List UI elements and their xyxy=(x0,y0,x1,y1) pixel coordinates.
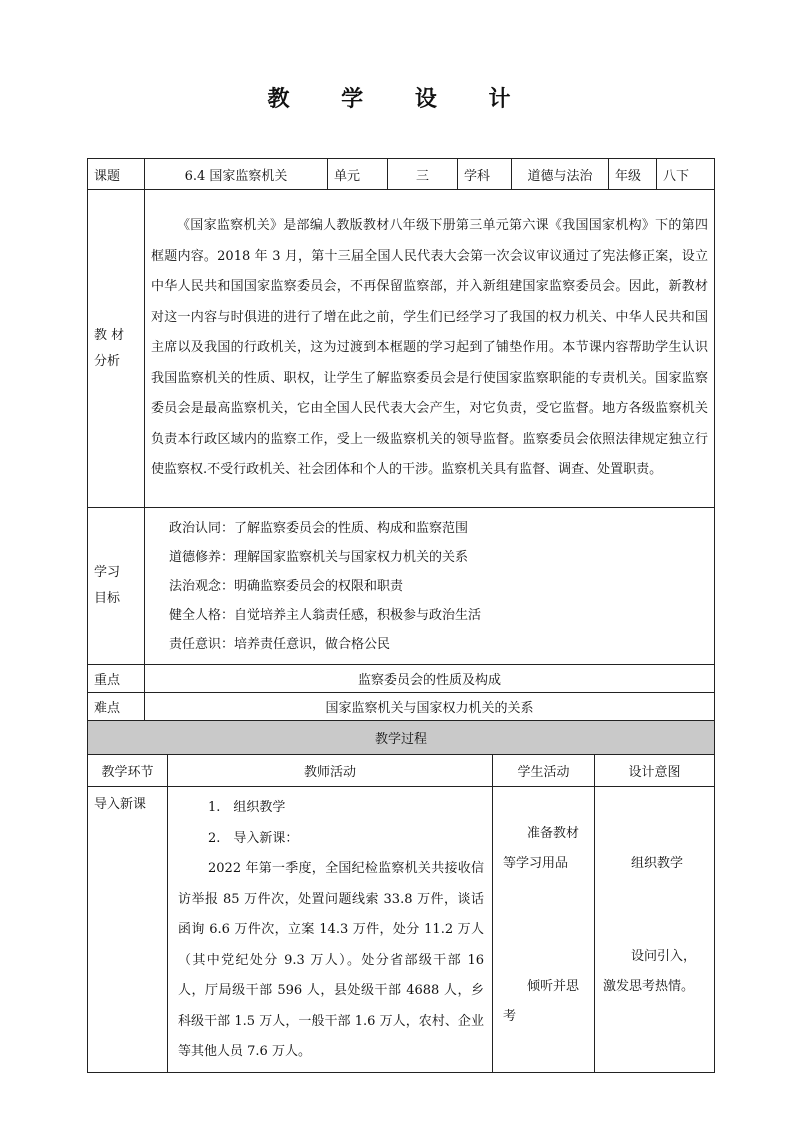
goals-label: 学习 目标 xyxy=(88,508,145,665)
teacher-item-2: 2. 导入新课： xyxy=(208,830,299,846)
analysis-text: 《国家监察机关》是部编人教版教材八年级下册第三单元第六课《我国国家机构》下的第四框题内容。2018 年 3 月，第十三届全国人民代表大会第一次会议审议通过了宪法修正案，设立中华人民共和国国家监察委员会，不再保留监察部，并入新组建国家监察委员会。因此，新教材对这一内容与时俱进的进行了增在此之前，学生们已经学习了我国的权力机关、中华人民共和国主席以及我国的行政机关，这为过渡到本框题的学习起到了铺垫作用。本节课内容帮助学生认识我国监察机关的性质、职权，让学生了解监察委员会是行使国家监察职能的专责机关。国家监察委员会是最高监察机关，它由全国人民代表大会产生，对它负责，受它监督。地方各级监察机关负责本行政区域内的监察工作，受上一级监察机关的领导监督。监察委员会依照法律规定独立行使监察权.不受行政机关、社会团体和个人的干涉。监察机关具有监督、调查、处置职责。 xyxy=(145,190,715,508)
goals-list xyxy=(145,508,715,665)
key-point-row xyxy=(88,665,715,693)
goal-item: 健全人格：自觉培养主人翁责任感，积极参与政治生活 xyxy=(169,607,482,623)
teacher-text: 2022 年第一季度，全国纪检监察机关共接收信访举报 85 万件次，处置问题线索 33.8 万件，谈话函询 6.6 万件次，立案 14.3 万件，处分 11.2 万人（其中党纪处分 9.3 万人）。处分省部级干部 16 人，厅局级干部 596 人，县处级干部 4688 人，乡科级干部 1.5 万人，一般干部 1.6 万人，农村、企业等其他人员 7.6 万人。 xyxy=(178,861,484,1059)
process-banner: 教学过程 xyxy=(88,721,715,755)
student-activity xyxy=(493,787,595,1073)
header-design: 设计意图 xyxy=(595,755,715,787)
process-banner-row xyxy=(88,721,715,755)
unit-value: 三 xyxy=(388,159,458,190)
header-teacher: 教师活动 xyxy=(168,755,493,787)
intro-row xyxy=(88,787,715,1073)
header-stage: 教学环节 xyxy=(88,755,168,787)
teacher-item-1: 1. 组织教学 xyxy=(208,800,286,815)
goal-item: 责任意识：培养责任意识，做合格公民 xyxy=(169,636,391,652)
difficulty-value: 国家监察机关与国家权力机关的关系 xyxy=(145,693,715,721)
analysis-row xyxy=(88,190,715,508)
grade-label: 年级 xyxy=(609,159,657,190)
header-student: 学生活动 xyxy=(493,755,595,787)
subject-label: 学科 xyxy=(458,159,512,190)
teacher-activity xyxy=(168,787,493,1073)
difficulty-row xyxy=(88,693,715,721)
unit-label: 单元 xyxy=(328,159,388,190)
grade-value: 八下 xyxy=(657,159,715,190)
header-row xyxy=(88,159,715,190)
goal-item: 道德修养：理解国家监察机关与国家权力机关的关系 xyxy=(169,549,469,565)
key-point-label: 重点 xyxy=(88,665,145,693)
design-intent-b: 设问引入，激发思考热情。 xyxy=(603,949,697,994)
analysis-label: 教 材 分析 xyxy=(88,190,145,508)
goals-row xyxy=(88,508,715,665)
stage-cell: 导入新课 xyxy=(88,787,168,1073)
teaching-process-table xyxy=(87,720,715,1073)
goal-item: 政治认同：了解监察委员会的性质、构成和监察范围 xyxy=(169,520,469,536)
process-header-row xyxy=(88,755,715,787)
subject-value: 道德与法治 xyxy=(512,159,609,190)
difficulty-label: 难点 xyxy=(88,693,145,721)
topic-value: 6.4 国家监察机关 xyxy=(145,159,328,190)
topic-label: 课题 xyxy=(88,159,145,190)
student-activity-a: 准备教材等学习用品 xyxy=(503,826,580,871)
design-intent xyxy=(595,787,715,1073)
student-activity-b: 倾听并思考 xyxy=(503,979,580,1024)
lesson-info-table xyxy=(87,158,715,721)
design-intent-a: 组织教学 xyxy=(631,856,684,871)
key-point-value: 监察委员会的性质及构成 xyxy=(145,665,715,693)
goal-item: 法治观念：明确监察委员会的权限和职责 xyxy=(169,578,404,594)
page-title: 教 学 设 计 xyxy=(267,86,533,112)
